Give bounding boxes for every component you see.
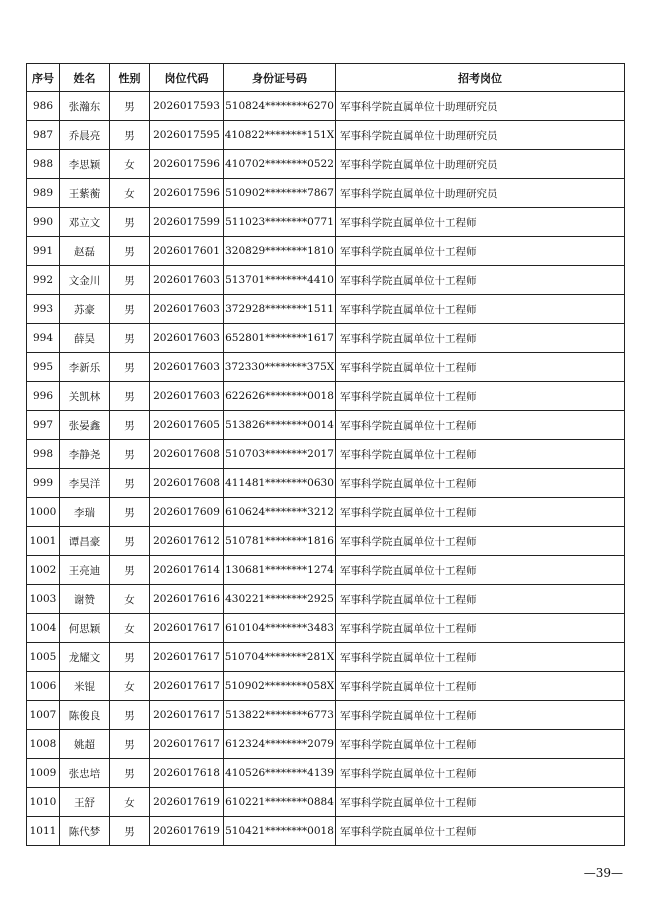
cell-gender: 男	[110, 411, 150, 440]
cell-id-number: 510781********1816	[224, 527, 336, 556]
cell-post-code: 2026017596	[150, 150, 224, 179]
cell-seq: 1003	[27, 585, 60, 614]
cell-gender: 男	[110, 324, 150, 353]
cell-name: 陈代梦	[60, 817, 110, 846]
cell-gender: 男	[110, 382, 150, 411]
table-row	[27, 556, 625, 585]
table-row	[27, 121, 625, 150]
cell-post-code: 2026017617	[150, 701, 224, 730]
cell-gender: 男	[110, 266, 150, 295]
cell-id-number: 622626********0018	[224, 382, 336, 411]
cell-id-number: 430221********2925	[224, 585, 336, 614]
cell-gender: 男	[110, 556, 150, 585]
cell-post-code: 2026017608	[150, 469, 224, 498]
cell-name: 何思颖	[60, 614, 110, 643]
cell-post: 军事科学院直属单位十工程师	[336, 759, 625, 788]
cell-id-number: 510902********7867	[224, 179, 336, 208]
cell-gender: 女	[110, 585, 150, 614]
cell-post: 军事科学院直属单位十工程师	[336, 411, 625, 440]
cell-id-number: 372928********1511	[224, 295, 336, 324]
cell-id-number: 610104********3483	[224, 614, 336, 643]
table-row	[27, 353, 625, 382]
cell-name: 李新乐	[60, 353, 110, 382]
cell-post: 军事科学院直属单位十助理研究员	[336, 121, 625, 150]
cell-post: 军事科学院直属单位十工程师	[336, 527, 625, 556]
cell-id-number: 513822********6773	[224, 701, 336, 730]
cell-post-code: 2026017608	[150, 440, 224, 469]
cell-id-number: 511023********0771	[224, 208, 336, 237]
cell-seq: 1000	[27, 498, 60, 527]
cell-post-code: 2026017603	[150, 295, 224, 324]
cell-post-code: 2026017619	[150, 788, 224, 817]
cell-post-code: 2026017617	[150, 672, 224, 701]
cell-name: 薛昊	[60, 324, 110, 353]
cell-seq: 998	[27, 440, 60, 469]
header-name: 姓名	[60, 64, 110, 92]
cell-post: 军事科学院直属单位十工程师	[336, 788, 625, 817]
cell-gender: 男	[110, 237, 150, 266]
header-post-code: 岗位代码	[150, 64, 224, 92]
header-id-number: 身份证号码	[224, 64, 336, 92]
cell-gender: 男	[110, 208, 150, 237]
cell-seq: 991	[27, 237, 60, 266]
cell-post-code: 2026017603	[150, 353, 224, 382]
cell-post: 军事科学院直属单位十工程师	[336, 266, 625, 295]
cell-seq: 995	[27, 353, 60, 382]
table-row	[27, 92, 625, 121]
cell-gender: 男	[110, 701, 150, 730]
header-post: 招考岗位	[336, 64, 625, 92]
cell-name: 李昊洋	[60, 469, 110, 498]
cell-id-number: 612324********2079	[224, 730, 336, 759]
cell-id-number: 513701********4410	[224, 266, 336, 295]
cell-gender: 男	[110, 440, 150, 469]
cell-seq: 1008	[27, 730, 60, 759]
cell-name: 李思颖	[60, 150, 110, 179]
cell-post: 军事科学院直属单位十工程师	[336, 295, 625, 324]
cell-gender: 男	[110, 730, 150, 759]
cell-seq: 989	[27, 179, 60, 208]
cell-gender: 男	[110, 92, 150, 121]
cell-id-number: 410526********4139	[224, 759, 336, 788]
cell-seq: 1009	[27, 759, 60, 788]
cell-post-code: 2026017616	[150, 585, 224, 614]
header-seq: 序号	[27, 64, 60, 92]
cell-name: 文金川	[60, 266, 110, 295]
cell-id-number: 510704********281X	[224, 643, 336, 672]
cell-gender: 男	[110, 759, 150, 788]
table-row	[27, 643, 625, 672]
cell-post-code: 2026017603	[150, 266, 224, 295]
cell-post-code: 2026017593	[150, 92, 224, 121]
cell-post-code: 2026017618	[150, 759, 224, 788]
cell-name: 邓立文	[60, 208, 110, 237]
cell-post: 军事科学院直属单位十工程师	[336, 614, 625, 643]
table-row	[27, 179, 625, 208]
cell-id-number: 372330********375X	[224, 353, 336, 382]
table-row	[27, 788, 625, 817]
table-row	[27, 730, 625, 759]
cell-seq: 999	[27, 469, 60, 498]
cell-post: 军事科学院直属单位十工程师	[336, 817, 625, 846]
cell-post: 军事科学院直属单位十工程师	[336, 701, 625, 730]
cell-seq: 988	[27, 150, 60, 179]
cell-name: 米锟	[60, 672, 110, 701]
cell-name: 张忠培	[60, 759, 110, 788]
cell-gender: 男	[110, 817, 150, 846]
cell-id-number: 411481********0630	[224, 469, 336, 498]
table-row	[27, 382, 625, 411]
cell-gender: 男	[110, 469, 150, 498]
cell-name: 张瀚东	[60, 92, 110, 121]
cell-post: 军事科学院直属单位十助理研究员	[336, 179, 625, 208]
cell-seq: 1002	[27, 556, 60, 585]
cell-gender: 男	[110, 527, 150, 556]
cell-post-code: 2026017605	[150, 411, 224, 440]
cell-post: 军事科学院直属单位十助理研究员	[336, 150, 625, 179]
table-row	[27, 469, 625, 498]
cell-seq: 997	[27, 411, 60, 440]
table-row	[27, 324, 625, 353]
cell-post: 军事科学院直属单位十助理研究员	[336, 92, 625, 121]
cell-post: 军事科学院直属单位十工程师	[336, 643, 625, 672]
cell-gender: 女	[110, 788, 150, 817]
cell-id-number: 320829********1810	[224, 237, 336, 266]
cell-id-number: 652801********1617	[224, 324, 336, 353]
cell-post-code: 2026017617	[150, 643, 224, 672]
cell-post: 军事科学院直属单位十工程师	[336, 469, 625, 498]
cell-gender: 女	[110, 179, 150, 208]
cell-seq: 993	[27, 295, 60, 324]
cell-name: 张晏鑫	[60, 411, 110, 440]
table-row	[27, 498, 625, 527]
cell-seq: 986	[27, 92, 60, 121]
cell-post: 军事科学院直属单位十工程师	[336, 585, 625, 614]
table-row	[27, 150, 625, 179]
cell-name: 谢赞	[60, 585, 110, 614]
cell-post-code: 2026017603	[150, 382, 224, 411]
cell-post-code: 2026017609	[150, 498, 224, 527]
cell-seq: 1005	[27, 643, 60, 672]
cell-name: 李静尧	[60, 440, 110, 469]
cell-seq: 1006	[27, 672, 60, 701]
page-number: —39—	[583, 866, 623, 880]
cell-seq: 1010	[27, 788, 60, 817]
cell-id-number: 510902********058X	[224, 672, 336, 701]
cell-name: 李瑞	[60, 498, 110, 527]
cell-post-code: 2026017612	[150, 527, 224, 556]
cell-name: 关凯林	[60, 382, 110, 411]
cell-gender: 男	[110, 295, 150, 324]
cell-seq: 994	[27, 324, 60, 353]
candidate-table	[26, 63, 625, 846]
cell-post-code: 2026017619	[150, 817, 224, 846]
table-row	[27, 527, 625, 556]
table-row	[27, 440, 625, 469]
table-row	[27, 208, 625, 237]
cell-name: 苏豪	[60, 295, 110, 324]
table-row	[27, 817, 625, 846]
header-gender: 性别	[110, 64, 150, 92]
cell-id-number: 510421********0018	[224, 817, 336, 846]
cell-seq: 987	[27, 121, 60, 150]
cell-post: 军事科学院直属单位十工程师	[336, 556, 625, 585]
cell-post: 军事科学院直属单位十工程师	[336, 353, 625, 382]
cell-name: 乔晨亮	[60, 121, 110, 150]
cell-id-number: 610221********0884	[224, 788, 336, 817]
cell-name: 陈俊良	[60, 701, 110, 730]
table-row	[27, 759, 625, 788]
cell-id-number: 410702********0522	[224, 150, 336, 179]
cell-seq: 996	[27, 382, 60, 411]
cell-gender: 女	[110, 614, 150, 643]
cell-post-code: 2026017617	[150, 730, 224, 759]
table-row	[27, 614, 625, 643]
cell-post-code: 2026017596	[150, 179, 224, 208]
table-row	[27, 266, 625, 295]
cell-post: 军事科学院直属单位十工程师	[336, 730, 625, 759]
table-header-row	[27, 64, 625, 92]
cell-post: 军事科学院直属单位十工程师	[336, 382, 625, 411]
table-row	[27, 585, 625, 614]
cell-name: 王亮迪	[60, 556, 110, 585]
cell-id-number: 410822********151X	[224, 121, 336, 150]
cell-seq: 992	[27, 266, 60, 295]
cell-post: 军事科学院直属单位十工程师	[336, 324, 625, 353]
cell-seq: 1004	[27, 614, 60, 643]
table-row	[27, 295, 625, 324]
cell-gender: 男	[110, 643, 150, 672]
cell-id-number: 513826********0014	[224, 411, 336, 440]
cell-name: 赵磊	[60, 237, 110, 266]
cell-gender: 女	[110, 150, 150, 179]
cell-seq: 1011	[27, 817, 60, 846]
cell-post-code: 2026017614	[150, 556, 224, 585]
cell-name: 王舒	[60, 788, 110, 817]
cell-post-code: 2026017617	[150, 614, 224, 643]
cell-seq: 1007	[27, 701, 60, 730]
cell-post: 军事科学院直属单位十工程师	[336, 208, 625, 237]
cell-name: 谭昌豪	[60, 527, 110, 556]
cell-id-number: 610624********3212	[224, 498, 336, 527]
cell-post-code: 2026017599	[150, 208, 224, 237]
cell-gender: 男	[110, 121, 150, 150]
cell-id-number: 130681********1274	[224, 556, 336, 585]
cell-id-number: 510824********6270	[224, 92, 336, 121]
cell-post: 军事科学院直属单位十工程师	[336, 237, 625, 266]
table-row	[27, 411, 625, 440]
cell-post: 军事科学院直属单位十工程师	[336, 498, 625, 527]
cell-seq: 990	[27, 208, 60, 237]
cell-post: 军事科学院直属单位十工程师	[336, 440, 625, 469]
cell-gender: 男	[110, 353, 150, 382]
cell-gender: 男	[110, 498, 150, 527]
table-row	[27, 701, 625, 730]
table-row	[27, 237, 625, 266]
cell-post-code: 2026017603	[150, 324, 224, 353]
cell-seq: 1001	[27, 527, 60, 556]
cell-name: 龙耀文	[60, 643, 110, 672]
cell-name: 姚超	[60, 730, 110, 759]
cell-post-code: 2026017595	[150, 121, 224, 150]
cell-post-code: 2026017601	[150, 237, 224, 266]
cell-post: 军事科学院直属单位十工程师	[336, 672, 625, 701]
cell-id-number: 510703********2017	[224, 440, 336, 469]
table-row	[27, 672, 625, 701]
cell-gender: 女	[110, 672, 150, 701]
cell-name: 王紫蘅	[60, 179, 110, 208]
